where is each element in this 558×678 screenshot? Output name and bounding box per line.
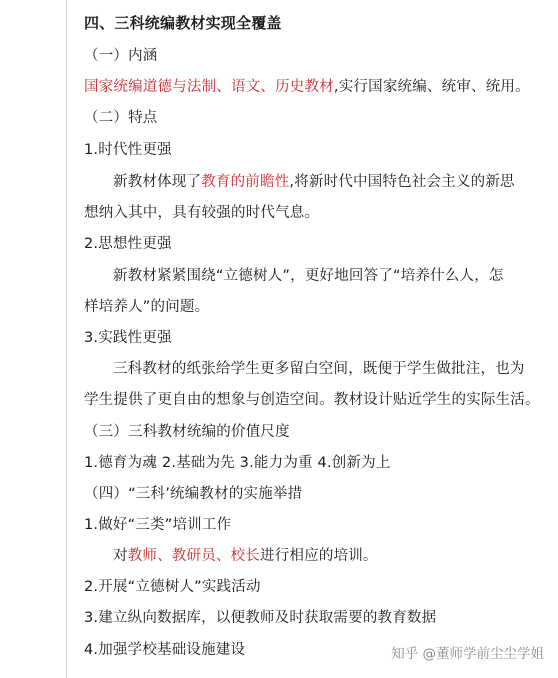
feature-1-line-2: 想纳入其中，具有较强的时代气息。 [84,205,320,221]
feature-1-title: 1.时代性更强 [84,142,172,158]
subheading-measures: （四）“三科’统编教材的实施举措 [84,486,303,502]
measure-1-text-pre: 对 [113,548,128,564]
feature-2-line-1: 新教材紧紧围绕“立德树人”，更好地回答了“培养什么人，怎 [113,268,504,284]
measure-3: 3.建立纵向数据库，以便教师及时获取需要的教育数据 [84,610,437,626]
feature-3-line-2: 学生提供了更自由的想象与创造空间。教材设计贴近学生的实际生活。 [84,392,540,408]
measure-1-highlight: 教师、教研员、校长 [127,548,261,564]
connotation-text: ,实行国家统编、统审、统用。 [333,79,530,95]
feature-2-line-2: 样培养人”的问题。 [84,299,210,315]
connotation-highlight: 国家统编道德与法制、语文、历史教材 [84,79,334,95]
measure-4: 4.加强学校基础设施建设 [84,642,246,658]
measure-1-text-post: 进行相应的培训。 [260,548,378,564]
feature-1-highlight: 教育的前瞻性 [201,174,290,190]
zhihu-watermark [391,642,544,662]
feature-2-title: 2.思想性更强 [84,236,172,252]
watermark-text: 知乎 @董师学前尘尘学姐 [391,646,544,662]
feature-1-line-1 [113,172,515,192]
section-title: 四、三科统编教材实现全覆盖 [84,14,282,32]
subheading-connotation: （一）内涵 [84,48,158,64]
feature-1-text-post: ,将新时代中国特色社会主义的新思 [289,174,515,190]
connotation-paragraph [84,77,530,97]
value-scale-list: 1.德育为魂 2.基础为先 3.能力为重 4.创新为上 [84,455,391,471]
measure-1-title: 1.做好“三类”培训工作 [84,517,232,533]
measure-1-detail [113,546,378,566]
subheading-features: （二）特点 [84,110,158,126]
subheading-value-scale: （三）三科教材统编的价值尺度 [84,424,290,440]
feature-1-text-pre: 新教材体现了 [113,174,202,190]
feature-3-line-1: 三科教材的纸张给学生更多留白空间，既便于学生做批注，也为 [113,361,525,377]
measure-2: 2.开展“立德树人”实践活动 [84,579,261,595]
feature-3-title: 3.实践性更强 [84,330,172,346]
